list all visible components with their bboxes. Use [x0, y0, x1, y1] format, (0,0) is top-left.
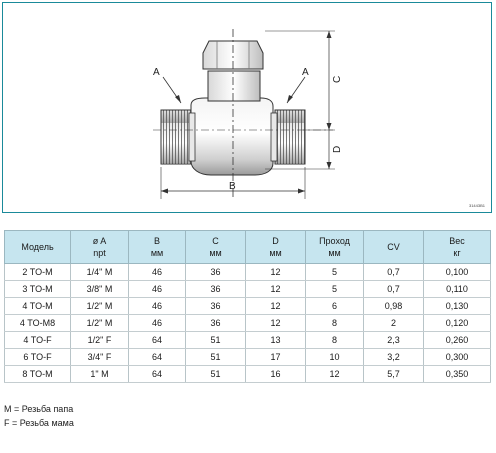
- table-cell: 0,130: [424, 298, 491, 315]
- table-cell: 1/2" M: [71, 315, 129, 332]
- table-cell: 36: [186, 264, 246, 281]
- table-cell: 2 TO-M: [5, 264, 71, 281]
- table-row: [5, 281, 491, 298]
- valve-body: [191, 98, 273, 175]
- table-cell: 16: [246, 366, 306, 383]
- table-cell: 0,7: [364, 281, 424, 298]
- table-cell: 0,300: [424, 349, 491, 366]
- table-cell: 64: [129, 332, 186, 349]
- header-b: B мм: [129, 231, 186, 264]
- table-cell: 12: [246, 298, 306, 315]
- header-d: D мм: [246, 231, 306, 264]
- table-row: [5, 332, 491, 349]
- table-cell: 3 TO-M: [5, 281, 71, 298]
- spec-table: [4, 230, 491, 383]
- right-threaded-port: [275, 110, 305, 164]
- header-a: ø A npt: [71, 231, 129, 264]
- technical-drawing-panel: [2, 2, 492, 213]
- label-b: B: [229, 181, 236, 192]
- note-m: M = Резьба папа: [4, 404, 74, 414]
- header-cv: CV: [364, 231, 424, 264]
- table-row: [5, 349, 491, 366]
- table-cell: 8 TO-M: [5, 366, 71, 383]
- table-cell: 17: [246, 349, 306, 366]
- notes: [4, 402, 74, 430]
- table-cell: 12: [306, 366, 364, 383]
- drawing-code: 31443B1: [468, 203, 485, 208]
- table-cell: 6 TO-F: [5, 349, 71, 366]
- table-cell: 12: [246, 281, 306, 298]
- table-cell: 46: [129, 281, 186, 298]
- table-cell: 51: [186, 349, 246, 366]
- header-passage: Проход мм: [306, 231, 364, 264]
- table-cell: 3/8" M: [71, 281, 129, 298]
- header-model: Модель: [5, 231, 71, 264]
- table-row: [5, 366, 491, 383]
- table-cell: 0,120: [424, 315, 491, 332]
- table-cell: 46: [129, 315, 186, 332]
- table-row: [5, 264, 491, 281]
- table-cell: 5: [306, 281, 364, 298]
- table-cell: 0,7: [364, 264, 424, 281]
- table-cell: 36: [186, 315, 246, 332]
- table-cell: 0,350: [424, 366, 491, 383]
- table-cell: 1/2" F: [71, 332, 129, 349]
- table-cell: 0,100: [424, 264, 491, 281]
- table-cell: 64: [129, 349, 186, 366]
- table-cell: 46: [129, 264, 186, 281]
- table-cell: 46: [129, 298, 186, 315]
- table-cell: 64: [129, 366, 186, 383]
- table-cell: 4 TO-M: [5, 298, 71, 315]
- table-cell: 12: [246, 315, 306, 332]
- table-row: [5, 315, 491, 332]
- label-a-left: A: [153, 67, 160, 78]
- table-cell: 1" M: [71, 366, 129, 383]
- left-threaded-port: [161, 110, 191, 164]
- table-cell: 8: [306, 332, 364, 349]
- label-d: D: [332, 145, 343, 153]
- label-a-right: A: [302, 67, 309, 78]
- table-cell: 3,2: [364, 349, 424, 366]
- table-cell: 36: [186, 281, 246, 298]
- table-cell: 6: [306, 298, 364, 315]
- table-cell: 12: [246, 264, 306, 281]
- header-weight: Вес кг: [424, 231, 491, 264]
- table-cell: 51: [186, 366, 246, 383]
- table-cell: 0,110: [424, 281, 491, 298]
- table-cell: 8: [306, 315, 364, 332]
- table-cell: 2,3: [364, 332, 424, 349]
- table-cell: 36: [186, 298, 246, 315]
- table-cell: 3/4" F: [71, 349, 129, 366]
- table-cell: 4 TO-F: [5, 332, 71, 349]
- table-cell: 1/4" M: [71, 264, 129, 281]
- table-cell: 0,98: [364, 298, 424, 315]
- table-cell: 0,260: [424, 332, 491, 349]
- table-cell: 5: [306, 264, 364, 281]
- valve-body-drawing: [3, 3, 493, 214]
- table-cell: 4 TO-M8: [5, 315, 71, 332]
- table-body: [5, 264, 491, 383]
- table-cell: 51: [186, 332, 246, 349]
- valve-neck: [208, 71, 260, 101]
- table-row: [5, 298, 491, 315]
- table-cell: 2: [364, 315, 424, 332]
- table-cell: 1/2" M: [71, 298, 129, 315]
- table-cell: 13: [246, 332, 306, 349]
- note-f: F = Резьба мама: [4, 418, 74, 428]
- table-cell: 10: [306, 349, 364, 366]
- label-c: C: [332, 75, 343, 83]
- table-cell: 5,7: [364, 366, 424, 383]
- header-c: C мм: [186, 231, 246, 264]
- table-header-row: [5, 231, 491, 264]
